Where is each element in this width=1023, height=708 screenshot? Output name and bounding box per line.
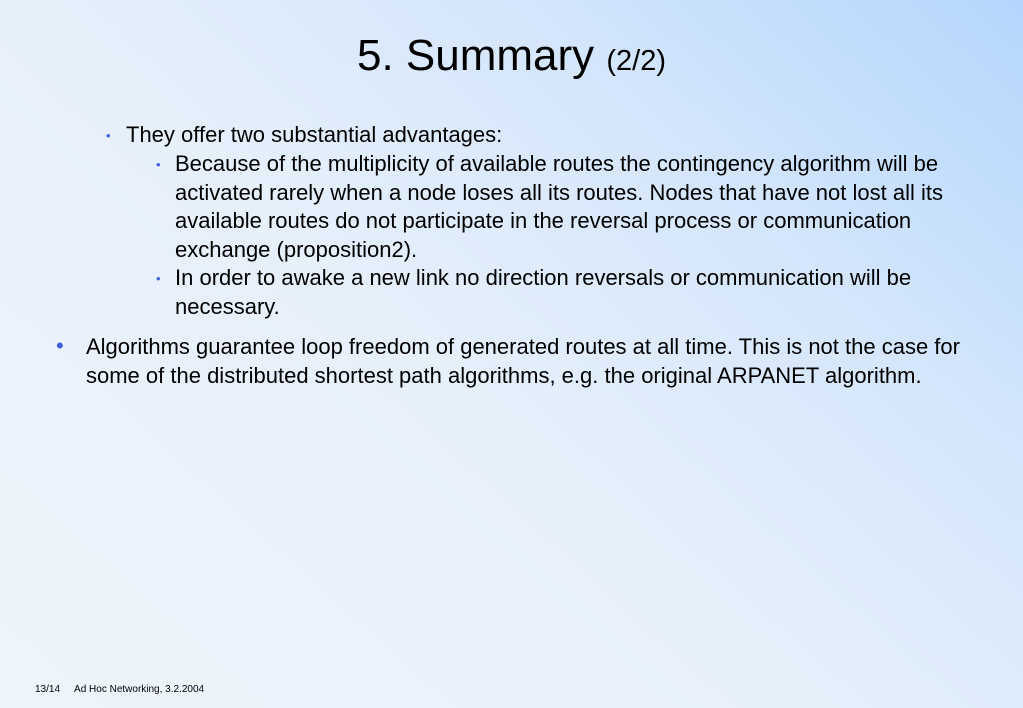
page-number: 13/14 [35,684,61,695]
bullet-advantage-1 [156,150,975,264]
title-text: 5. Summary [356,31,595,80]
slide-title [0,28,1023,89]
bullet-advantages-intro [106,121,986,150]
slide-footer [35,684,204,696]
bullet-dot-icon: • [156,157,161,172]
bullet-dot-icon: • [56,333,64,358]
bullet-dot-icon: • [156,271,161,286]
bullet-loop-freedom [56,333,976,390]
bullet-text: In order to awake a new link no direction reversals or communication will be necessary. [175,265,912,319]
bullet-text: Because of the multiplicity of available routes the contingency algorithm will be activated rarely when a node loses all its routes. Nodes that have not lost all its available routes do not participate in the reversal process or communication exchange (proposition2). [175,151,943,262]
bullet-advantage-2 [156,264,975,321]
bullet-dot-icon: • [106,128,111,143]
bullet-text: Algorithms guarantee loop freedom of generated routes at all time. This is not the case for some of the distributed shortest path algorithms, e.g. the original ARPANET algorithm. [86,334,960,388]
title-subtitle: (2/2) [606,45,667,77]
bullet-text: They offer two substantial advantages: [126,122,503,147]
event-label: Ad Hoc Networking, 3.2.2004 [74,684,205,695]
